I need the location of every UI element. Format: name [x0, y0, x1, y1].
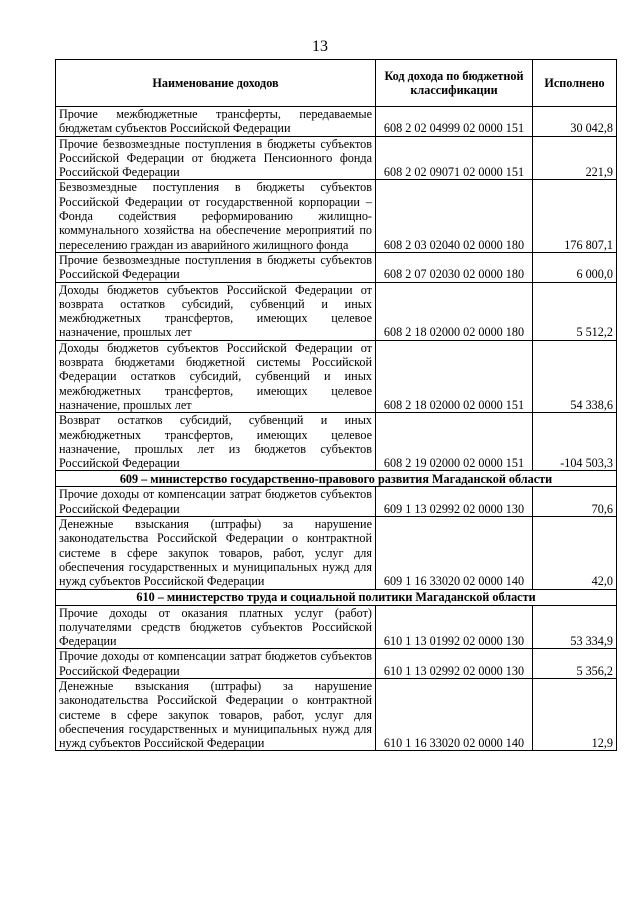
executed-amount-cell: 221,9: [533, 136, 617, 180]
table-row: [56, 678, 617, 750]
income-code-cell: 610 1 13 02992 02 0000 130: [376, 649, 533, 679]
income-name-cell: Прочие безвозмездные поступления в бюджеты субъектов Российской Федерации: [56, 252, 376, 282]
page-number: 13: [312, 38, 328, 55]
table-row: [56, 340, 617, 412]
table-row: [56, 282, 617, 340]
table-header: [56, 60, 617, 107]
income-code-cell: 608 2 18 02000 02 0000 151: [376, 340, 533, 412]
table-row: [56, 649, 617, 679]
executed-amount-cell: 176 807,1: [533, 180, 617, 252]
income-name-cell: Денежные взыскания (штрафы) за нарушение законодательства Российской Федерации о контрактной системе в сфере закупок товаров, работ, услуг для обеспечения государственных и муниципальных нужд для нужд субъектов Российской Федерации: [56, 678, 376, 750]
executed-amount-cell: 5 356,2: [533, 649, 617, 679]
income-code-cell: 610 1 13 01992 02 0000 130: [376, 605, 533, 649]
income-code-cell: 610 1 16 33020 02 0000 140: [376, 678, 533, 750]
table-row: [56, 517, 617, 589]
executed-amount-cell: 42,0: [533, 517, 617, 589]
executed-amount-cell: 6 000,0: [533, 252, 617, 282]
income-name-cell: Прочие безвозмездные поступления в бюджеты субъектов Российской Федерации от бюджета Пенсионного фонда Российской Федерации: [56, 136, 376, 180]
income-name-cell: Возврат остатков субсидий, субвенций и иных межбюджетных трансфертов, имеющих целевое назначение, прошлых лет из бюджетов субъектов Российской Федерации: [56, 413, 376, 471]
executed-amount-cell: 53 334,9: [533, 605, 617, 649]
income-code-cell: 608 2 18 02000 02 0000 180: [376, 282, 533, 340]
income-code-cell: 608 2 03 02040 02 0000 180: [376, 180, 533, 252]
executed-amount-cell: 30 042,8: [533, 107, 617, 137]
section-title: 609 – министерство государственно-правового развития Магаданской области: [56, 471, 617, 487]
table-row: [56, 107, 617, 137]
income-code-cell: 608 2 02 04999 02 0000 151: [376, 107, 533, 137]
section-row: [56, 589, 617, 605]
income-name-cell: Прочие доходы от оказания платных услуг (работ) получателями средств бюджетов субъектов Российской Федерации: [56, 605, 376, 649]
income-name-cell: Прочие доходы от компенсации затрат бюджетов субъектов Российской Федерации: [56, 649, 376, 679]
income-name-cell: Денежные взыскания (штрафы) за нарушение законодательства Российской Федерации о контрактной системе в сфере закупок товаров, работ, услуг для обеспечения государственных и муниципальных нужд для нужд субъектов Российской Федерации: [56, 517, 376, 589]
header-income-code: Код дохода по бюджетной классификации: [376, 60, 533, 107]
executed-amount-cell: 12,9: [533, 678, 617, 750]
executed-amount-cell: -104 503,3: [533, 413, 617, 471]
table-body: [56, 107, 617, 751]
income-code-cell: 609 1 13 02992 02 0000 130: [376, 487, 533, 517]
income-name-cell: Доходы бюджетов субъектов Российской Федерации от возврата бюджетами бюджетной системы Российской Федерации остатков субсидий, субвенций и иных межбюджетных трансфертов, имеющих целевое назначение, прошлых лет: [56, 340, 376, 412]
section-title: 610 – министерство труда и социальной политики Магаданской области: [56, 589, 617, 605]
table-row: [56, 252, 617, 282]
income-name-cell: Доходы бюджетов субъектов Российской Федерации от возврата остатков субсидий, субвенций и иных межбюджетных трансфертов, имеющих целевое назначение, прошлых лет: [56, 282, 376, 340]
executed-amount-cell: 5 512,2: [533, 282, 617, 340]
income-name-cell: Прочие доходы от компенсации затрат бюджетов субъектов Российской Федерации: [56, 487, 376, 517]
table-row: [56, 136, 617, 180]
table-row: [56, 413, 617, 471]
executed-amount-cell: 54 338,6: [533, 340, 617, 412]
table-row: [56, 605, 617, 649]
income-code-cell: 608 2 07 02030 02 0000 180: [376, 252, 533, 282]
income-table: [55, 59, 617, 751]
income-name-cell: Прочие межбюджетные трансферты, передаваемые бюджетам субъектов Российской Федерации: [56, 107, 376, 137]
income-name-cell: Безвозмездные поступления в бюджеты субъектов Российской Федерации от государственной корпорации – Фонда содействия реформированию жилищно-коммунального хозяйства на обеспечение мероприятий по переселению граждан из аварийного жилищного фонда: [56, 180, 376, 252]
header-income-name: Наименование доходов: [56, 60, 376, 107]
income-code-cell: 609 1 16 33020 02 0000 140: [376, 517, 533, 589]
table-row: [56, 487, 617, 517]
section-row: [56, 471, 617, 487]
table-row: [56, 180, 617, 252]
header-executed: Исполнено: [533, 60, 617, 107]
income-code-cell: 608 2 02 09071 02 0000 151: [376, 136, 533, 180]
income-code-cell: 608 2 19 02000 02 0000 151: [376, 413, 533, 471]
executed-amount-cell: 70,6: [533, 487, 617, 517]
